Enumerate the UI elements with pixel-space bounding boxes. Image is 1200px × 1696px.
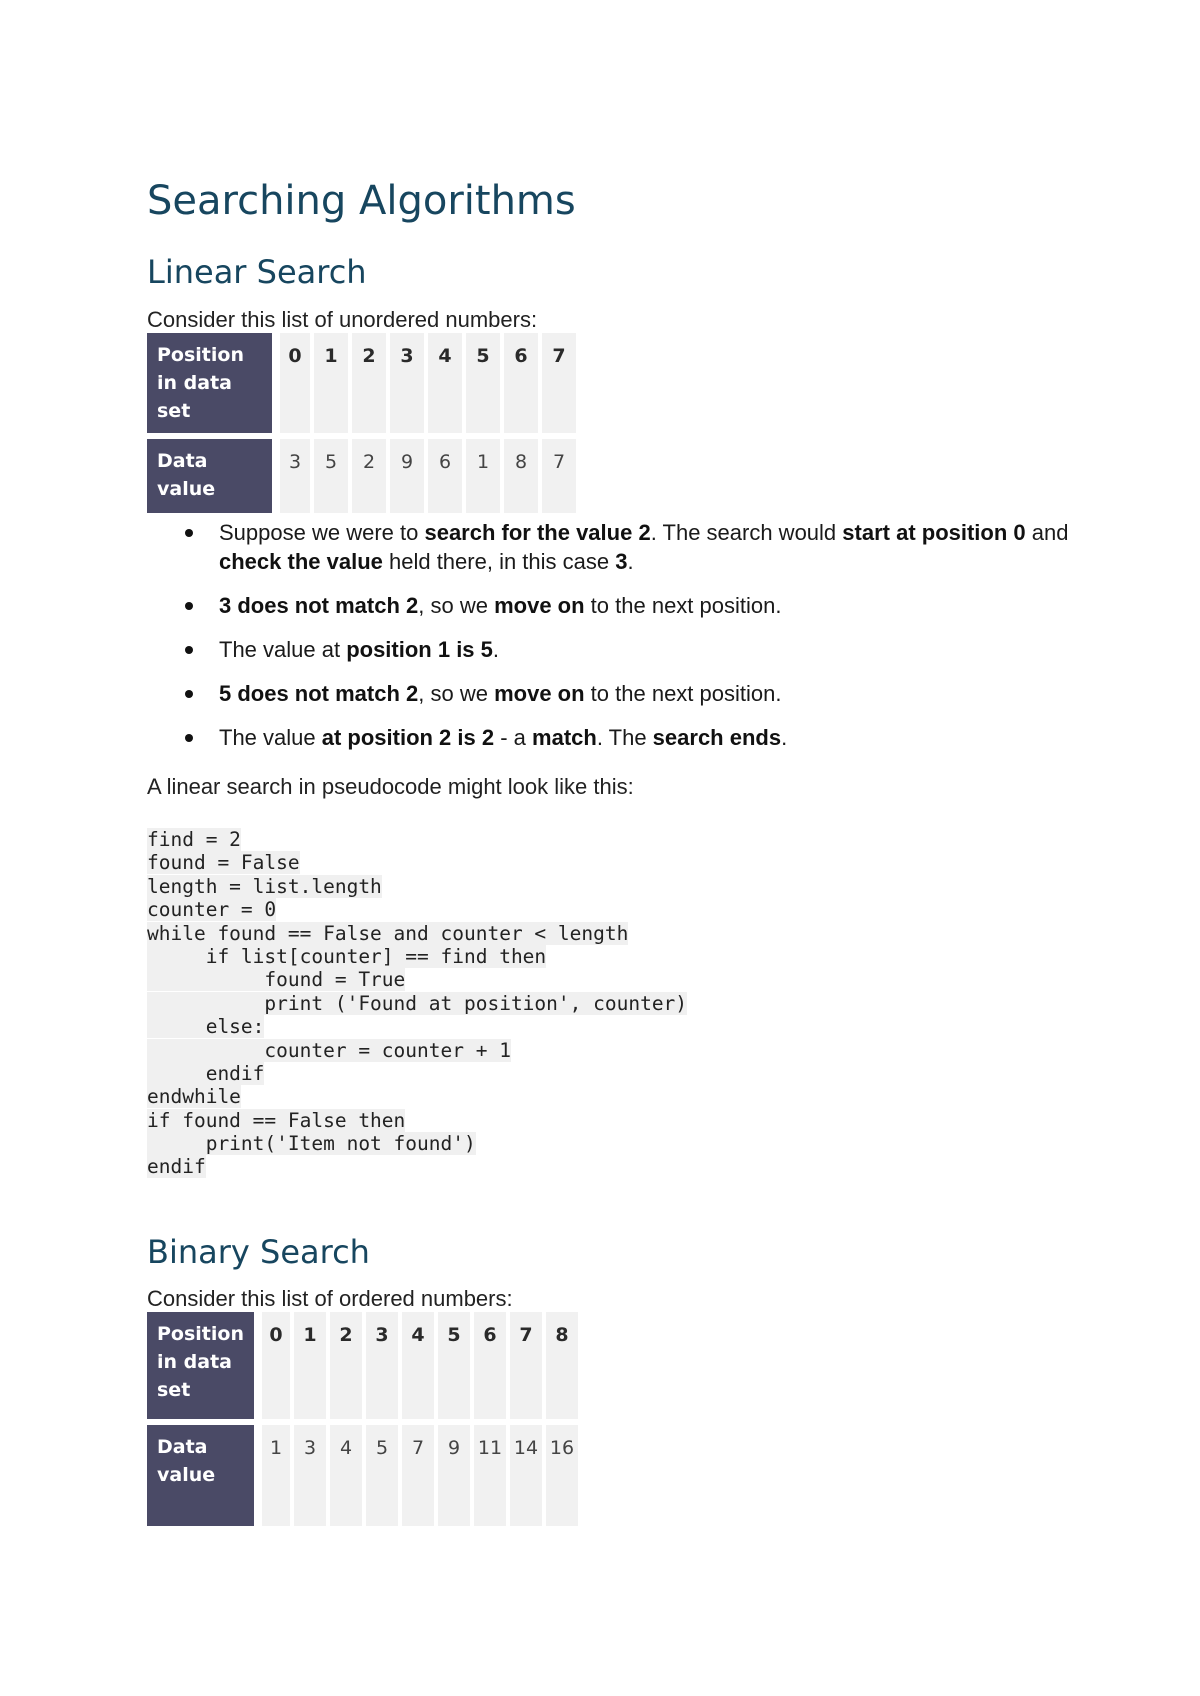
binary-search-heading: Binary Search bbox=[147, 1233, 370, 1271]
emphasis-text: check the value bbox=[219, 549, 383, 574]
code-line-text: while found == False and counter < length bbox=[147, 921, 629, 945]
code-line-text: print('Item not found') bbox=[147, 1132, 476, 1156]
emphasis-text: 3 does not match 2 bbox=[219, 593, 419, 618]
code-line-text: endif bbox=[147, 1061, 265, 1085]
position-cell: 0 bbox=[272, 333, 310, 433]
linear-search-intro: Consider this list of unordered numbers: bbox=[147, 307, 538, 332]
code-line bbox=[147, 922, 687, 945]
code-line-text: if found == False then bbox=[147, 1108, 406, 1132]
step-text: and bbox=[1025, 520, 1069, 545]
value-header-line: value bbox=[157, 1464, 216, 1486]
code-line bbox=[147, 1062, 687, 1085]
position-header bbox=[147, 1312, 254, 1419]
bullet-icon bbox=[185, 690, 193, 698]
bullet-icon bbox=[185, 529, 193, 537]
step-text: held there, in this case bbox=[382, 549, 616, 574]
code-line-text: length = list.length bbox=[147, 874, 382, 898]
code-line bbox=[147, 1085, 687, 1108]
step-text: . bbox=[627, 549, 634, 574]
code-line bbox=[147, 828, 687, 851]
position-cell: 4 bbox=[424, 333, 462, 433]
value-cell: 1 bbox=[462, 433, 500, 513]
step-text: - a bbox=[494, 725, 533, 750]
value-cell: 16 bbox=[542, 1419, 578, 1526]
code-line bbox=[147, 875, 687, 898]
code-line-text: counter = counter + 1 bbox=[147, 1038, 511, 1062]
emphasis-text: at position 2 is 2 bbox=[321, 725, 495, 750]
code-line bbox=[147, 1132, 687, 1155]
value-cell: 6 bbox=[424, 433, 462, 513]
step-text: Suppose we were to bbox=[219, 520, 425, 545]
position-cell: 3 bbox=[362, 1312, 398, 1419]
step-list-item bbox=[219, 723, 1079, 752]
bullet-icon bbox=[185, 734, 193, 742]
value-header-line: value bbox=[157, 478, 216, 500]
position-cell: 1 bbox=[310, 333, 348, 433]
emphasis-text: search for the value 2 bbox=[424, 520, 651, 545]
value-cell: 8 bbox=[500, 433, 538, 513]
value-cell: 14 bbox=[506, 1419, 542, 1526]
emphasis-text: 3 bbox=[615, 549, 628, 574]
value-cell: 5 bbox=[362, 1419, 398, 1526]
position-cell: 8 bbox=[542, 1312, 578, 1419]
code-line-text: if list[counter] == find then bbox=[147, 944, 547, 968]
binary-search-table bbox=[147, 1312, 578, 1526]
step-list-item bbox=[219, 591, 1079, 620]
value-cell: 7 bbox=[398, 1419, 434, 1526]
position-header-line: in data bbox=[157, 1351, 232, 1373]
linear-search-table bbox=[147, 333, 576, 513]
position-header-line: Position bbox=[157, 344, 244, 366]
linear-search-heading: Linear Search bbox=[147, 253, 367, 291]
value-cell: 2 bbox=[348, 433, 386, 513]
step-text: . bbox=[781, 725, 788, 750]
position-cell: 5 bbox=[462, 333, 500, 433]
position-cell: 5 bbox=[434, 1312, 470, 1419]
value-header-line: Data bbox=[157, 1436, 208, 1458]
position-cell: 6 bbox=[470, 1312, 506, 1419]
code-line-text: counter = 0 bbox=[147, 898, 277, 922]
value-row bbox=[147, 1419, 578, 1526]
step-text: The value at bbox=[219, 637, 347, 662]
step-text: . bbox=[492, 637, 500, 662]
position-cell: 2 bbox=[348, 333, 386, 433]
code-line bbox=[147, 898, 687, 921]
code-line bbox=[147, 1015, 687, 1038]
value-header bbox=[147, 1419, 254, 1526]
code-line bbox=[147, 945, 687, 968]
code-line-text: print ('Found at position', counter) bbox=[147, 991, 688, 1015]
bullet-icon bbox=[185, 602, 193, 610]
position-header-line: in data set bbox=[157, 372, 232, 422]
binary-search-intro: Consider this list of ordered numbers: bbox=[147, 1286, 513, 1311]
position-cell: 4 bbox=[398, 1312, 434, 1419]
position-header-line: Position bbox=[157, 1323, 244, 1345]
position-cell: 0 bbox=[254, 1312, 290, 1419]
emphasis-text: match bbox=[532, 725, 597, 750]
value-cell: 11 bbox=[470, 1419, 506, 1526]
position-header bbox=[147, 333, 272, 433]
value-row bbox=[147, 433, 576, 513]
value-cell: 1 bbox=[254, 1419, 290, 1526]
code-line-text: endwhile bbox=[147, 1085, 241, 1109]
position-row bbox=[147, 1312, 578, 1419]
emphasis-text: position 1 is 5 bbox=[346, 637, 493, 662]
value-cell: 9 bbox=[434, 1419, 470, 1526]
emphasis-text: move on bbox=[494, 681, 585, 706]
position-cell: 3 bbox=[386, 333, 424, 433]
position-cell: 7 bbox=[538, 333, 576, 433]
linear-search-steps bbox=[147, 518, 1079, 767]
position-cell: 1 bbox=[290, 1312, 326, 1419]
code-line-text: found = True bbox=[147, 968, 406, 992]
step-text: . The search would bbox=[650, 520, 843, 545]
value-cell: 5 bbox=[310, 433, 348, 513]
step-text: . The bbox=[596, 725, 653, 750]
position-cell: 2 bbox=[326, 1312, 362, 1419]
position-cell: 6 bbox=[500, 333, 538, 433]
code-line-text: endif bbox=[147, 1155, 206, 1179]
emphasis-text: start at position 0 bbox=[842, 520, 1026, 545]
position-cell: 7 bbox=[506, 1312, 542, 1419]
step-text: , so we bbox=[418, 681, 495, 706]
value-cell: 7 bbox=[538, 433, 576, 513]
emphasis-text: move on bbox=[494, 593, 585, 618]
value-cell: 3 bbox=[290, 1419, 326, 1526]
value-cell: 3 bbox=[272, 433, 310, 513]
value-header bbox=[147, 433, 272, 513]
code-line bbox=[147, 968, 687, 991]
position-row bbox=[147, 333, 576, 433]
position-header-line: set bbox=[157, 1379, 191, 1401]
step-text: The value bbox=[219, 725, 322, 750]
page-title: Searching Algorithms bbox=[147, 178, 576, 224]
value-cell: 4 bbox=[326, 1419, 362, 1526]
step-text: to the next position. bbox=[584, 681, 782, 706]
pseudocode-intro: A linear search in pseudocode might look like this: bbox=[147, 774, 634, 799]
code-line bbox=[147, 851, 687, 874]
code-line-text: find = 2 bbox=[147, 828, 241, 851]
step-list-item bbox=[219, 518, 1079, 576]
code-line-text: found = False bbox=[147, 851, 300, 875]
value-cell: 9 bbox=[386, 433, 424, 513]
step-list-item bbox=[219, 635, 1079, 664]
step-text: to the next position. bbox=[584, 593, 782, 618]
bullet-icon bbox=[185, 646, 193, 654]
emphasis-text: search ends bbox=[652, 725, 782, 750]
pseudocode-block bbox=[147, 828, 687, 1179]
code-line bbox=[147, 1155, 687, 1178]
value-header-line: Data bbox=[157, 450, 208, 472]
code-line bbox=[147, 1109, 687, 1132]
step-list-item bbox=[219, 679, 1079, 708]
step-text: , so we bbox=[418, 593, 495, 618]
code-line-text: else: bbox=[147, 1015, 265, 1039]
emphasis-text: 5 does not match 2 bbox=[219, 681, 419, 706]
code-line bbox=[147, 992, 687, 1015]
code-line bbox=[147, 1039, 687, 1062]
